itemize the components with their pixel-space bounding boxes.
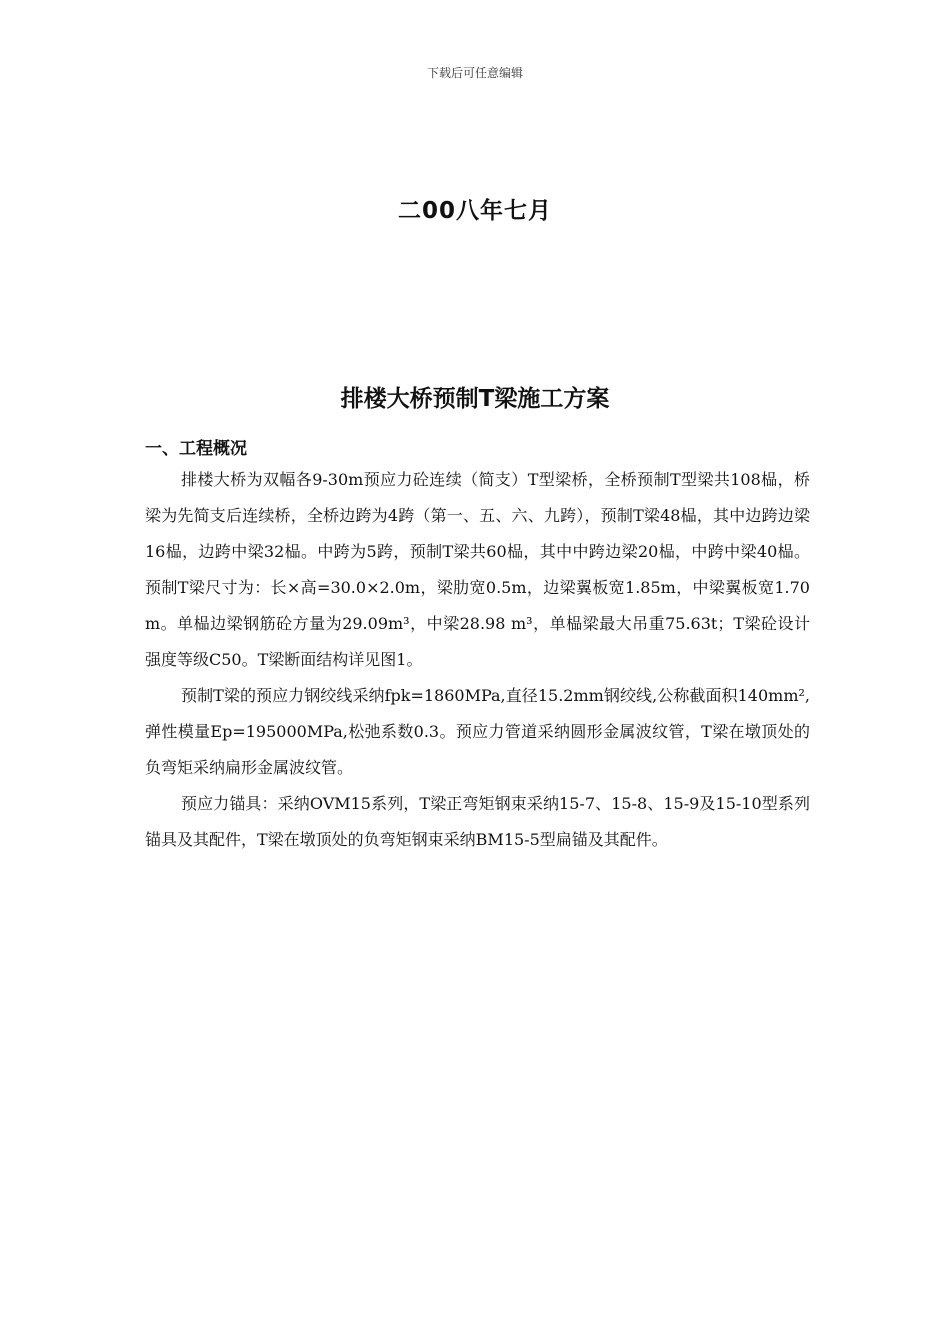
document-title: 排楼大桥预制T梁施工方案: [340, 386, 610, 412]
section-body: [145, 462, 810, 858]
header-note: 下载后可任意编辑: [426, 66, 523, 80]
paragraph-prestress-strand: 预制T梁的预应力钢绞线采纳fpk=1860MPa,直径15.2mm钢绞线,公称截面积140mm²,弹性模量Ep=195000MPa,松弛系数0.3。预应力管道采纳圆形金属波纹管，T梁在墩顶处的负弯矩采纳扁形金属波纹管。: [145, 686, 810, 777]
paragraph-anchorage: 预应力锚具：采纳OVM15系列，T梁正弯矩钢束采纳15-7、15-8、15-9及15-10型系列锚具及其配件，T梁在墩顶处的负弯矩钢束采纳BM15-5型扁锚及其配件。: [145, 794, 810, 849]
section-heading: 一、工程概况: [145, 439, 247, 459]
cover-date: 二00八年七月: [397, 198, 552, 224]
paragraph-project-overview: 排楼大桥为双幅各9-30m预应力砼连续（简支）T型梁桥，全桥预制T型梁共108榀，桥梁为先简支后连续桥，全桥边跨为4跨（第一、五、六、九跨），预制T梁48榀，其中边跨边梁16榀，边跨中梁32榀。中跨为5跨，预制T梁共60榀，其中中跨边梁20榀，中跨中梁40榀。预制T梁尺寸为：长×高=30.0×2.0m，梁肋宽0.5m，边梁翼板宽1.85m，中梁翼板宽1.70m。单榀边梁钢筋砼方量为29.09m³，中梁28.98 m³，单榀梁最大吊重75.63t；T梁砼设计强度等级C50。T梁断面结构详见图1。: [145, 470, 810, 669]
